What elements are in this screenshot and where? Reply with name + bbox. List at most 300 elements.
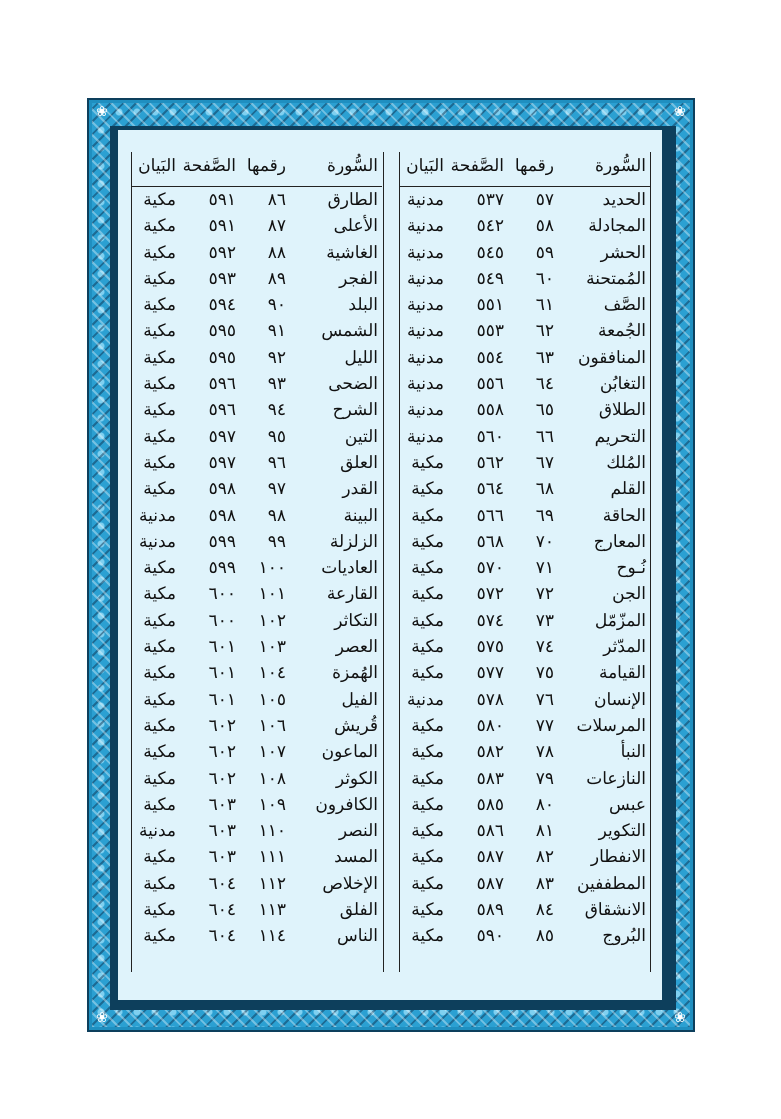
surah-number: ٧٧ bbox=[535, 715, 554, 736]
table-row bbox=[400, 371, 650, 397]
surah-index-table-right bbox=[400, 152, 650, 950]
surah-type: مدنية bbox=[406, 347, 444, 368]
surah-type: مكية bbox=[411, 637, 444, 658]
surah-name: الماعون bbox=[321, 742, 378, 763]
surah-number: ٥٩ bbox=[535, 242, 554, 263]
surah-number: ٨٧ bbox=[267, 216, 286, 237]
surah-name: المُلك bbox=[606, 452, 646, 473]
table-row bbox=[400, 476, 650, 502]
header-type: البَيان bbox=[406, 156, 444, 176]
table-body bbox=[400, 187, 650, 950]
surah-name: المرسلات bbox=[576, 715, 646, 736]
surah-number: ٩٢ bbox=[267, 347, 286, 368]
surah-type: مكية bbox=[411, 794, 444, 815]
surah-number: ٨٣ bbox=[535, 873, 554, 894]
header-number: رقمها bbox=[246, 156, 286, 176]
surah-number: ٨٥ bbox=[535, 926, 554, 947]
surah-number: ١٠٥ bbox=[258, 689, 286, 710]
surah-name: القلم bbox=[610, 479, 646, 500]
surah-type: مكية bbox=[411, 742, 444, 763]
surah-number: ٩٥ bbox=[267, 426, 286, 447]
table-row bbox=[132, 660, 382, 686]
surah-number: ٧٥ bbox=[535, 663, 554, 684]
surah-type: مكية bbox=[411, 531, 444, 552]
surah-type: مكية bbox=[411, 768, 444, 789]
surah-name: التحريم bbox=[594, 426, 646, 447]
surah-page: ٥٩٥ bbox=[208, 321, 236, 342]
table-row bbox=[132, 923, 382, 949]
surah-type: مكية bbox=[143, 268, 176, 289]
table-row bbox=[132, 766, 382, 792]
header-number: رقمها bbox=[514, 156, 554, 176]
surah-name: المُمتحنة bbox=[586, 268, 646, 289]
surah-type: مدنية bbox=[406, 242, 444, 263]
table-row bbox=[400, 844, 650, 870]
surah-type: مدنية bbox=[406, 216, 444, 237]
surah-type: مكية bbox=[411, 610, 444, 631]
surah-name: الزلزلة bbox=[329, 531, 378, 552]
surah-page: ٥٣٧ bbox=[476, 190, 504, 210]
surah-page: ٥٤٥ bbox=[476, 242, 504, 263]
surah-number: ١٠١ bbox=[258, 584, 286, 605]
table-row bbox=[132, 318, 382, 344]
surah-page: ٥٨٧ bbox=[476, 847, 504, 868]
surah-name: المطففين bbox=[577, 873, 646, 894]
surah-name: نُـوح bbox=[616, 558, 646, 579]
surah-page: ٦٠٤ bbox=[208, 873, 236, 894]
surah-page: ٥٩٣ bbox=[208, 268, 236, 289]
surah-type: مدنية bbox=[406, 295, 444, 316]
surah-type: مدنية bbox=[138, 505, 176, 526]
surah-number: ٨٩ bbox=[267, 268, 286, 289]
corner-ornament-icon: ❀ bbox=[674, 1010, 686, 1026]
surah-number: ١١٠ bbox=[258, 821, 286, 842]
surah-number: ٧١ bbox=[535, 558, 554, 579]
table-row bbox=[400, 240, 650, 266]
surah-name: العاديات bbox=[321, 558, 378, 579]
surah-name: الحشر bbox=[600, 242, 646, 263]
surah-name: النازعات bbox=[586, 768, 646, 789]
header-page: الصَّفحة bbox=[450, 156, 504, 176]
table-body bbox=[132, 187, 382, 950]
header-page: الصَّفحة bbox=[182, 156, 236, 176]
surah-number: ٥٨ bbox=[535, 216, 554, 237]
surah-page: ٥٧٢ bbox=[476, 584, 504, 605]
surah-type: مكية bbox=[411, 821, 444, 842]
surah-page: ٦٠٤ bbox=[208, 926, 236, 947]
surah-type: مكية bbox=[411, 452, 444, 473]
surah-number: ٦١ bbox=[535, 295, 554, 316]
surah-number: ٦٩ bbox=[535, 505, 554, 526]
surah-number: ٨٨ bbox=[267, 242, 286, 263]
surah-type: مكية bbox=[411, 558, 444, 579]
table-row bbox=[400, 634, 650, 660]
table-row bbox=[400, 555, 650, 581]
surah-name: الجُمعة bbox=[597, 321, 646, 342]
table-row bbox=[400, 660, 650, 686]
surah-name: الفلق bbox=[339, 900, 378, 921]
surah-number: ١١٤ bbox=[258, 926, 286, 947]
table-row bbox=[132, 187, 382, 213]
table-row bbox=[132, 292, 382, 318]
table-row bbox=[400, 766, 650, 792]
surah-type: مكية bbox=[143, 242, 176, 263]
surah-number: ٧٢ bbox=[535, 584, 554, 605]
surah-page: ٦٠٠ bbox=[208, 584, 236, 605]
surah-page: ٥٨٧ bbox=[476, 873, 504, 894]
surah-page: ٥٨٩ bbox=[476, 900, 504, 921]
surah-name: الإنسان bbox=[594, 689, 646, 710]
surah-name: الطلاق bbox=[598, 400, 646, 421]
surah-name: الفجر bbox=[339, 268, 378, 289]
table-row bbox=[132, 345, 382, 371]
surah-type: مكية bbox=[143, 663, 176, 684]
surah-number: ٨٢ bbox=[535, 847, 554, 868]
surah-name: الصَّف bbox=[603, 295, 646, 316]
surah-number: ٧٦ bbox=[535, 689, 554, 710]
surah-page: ٥٩٨ bbox=[208, 505, 236, 526]
surah-type: مكية bbox=[143, 452, 176, 473]
surah-type: مكية bbox=[143, 742, 176, 763]
surah-type: مكية bbox=[143, 347, 176, 368]
corner-ornament-icon: ❀ bbox=[96, 104, 108, 120]
table-divider-center-left bbox=[383, 152, 384, 972]
header-type: البَيان bbox=[138, 156, 176, 176]
surah-number: ١٠٧ bbox=[258, 742, 286, 763]
surah-page: ٥٥١ bbox=[476, 295, 504, 316]
surah-page: ٦٠٣ bbox=[208, 794, 236, 815]
surah-page: ٥٦٢ bbox=[476, 452, 504, 473]
corner-ornament-icon: ❀ bbox=[96, 1010, 108, 1026]
surah-number: ١٠٤ bbox=[258, 663, 286, 684]
surah-type: مدنية bbox=[406, 321, 444, 342]
surah-name: القدر bbox=[342, 479, 378, 500]
table-row bbox=[132, 529, 382, 555]
surah-page: ٥٩٠ bbox=[476, 926, 504, 947]
table-row bbox=[132, 844, 382, 870]
surah-name: المنافقون bbox=[577, 347, 646, 368]
surah-number: ١٠٢ bbox=[258, 610, 286, 631]
surah-number: ٨٠ bbox=[535, 794, 554, 815]
surah-name: المعارج bbox=[593, 531, 646, 552]
table-row bbox=[132, 397, 382, 423]
corner-ornament-icon: ❀ bbox=[674, 104, 686, 120]
table-row bbox=[400, 713, 650, 739]
surah-type: مدنية bbox=[406, 426, 444, 447]
surah-type: مكية bbox=[143, 190, 176, 210]
surah-page: ٥٨٣ bbox=[476, 768, 504, 789]
table-row bbox=[132, 371, 382, 397]
table-row bbox=[132, 897, 382, 923]
surah-number: ٦٦ bbox=[535, 426, 554, 447]
table-row bbox=[132, 792, 382, 818]
table-row bbox=[400, 897, 650, 923]
surah-page: ٥٦٨ bbox=[476, 531, 504, 552]
surah-name: الكوثر bbox=[335, 768, 378, 789]
surah-name: الليل bbox=[344, 347, 378, 368]
surah-page: ٥٧٧ bbox=[476, 663, 504, 684]
surah-type: مكية bbox=[143, 584, 176, 605]
surah-page: ٦٠٢ bbox=[208, 768, 236, 789]
table-header bbox=[400, 152, 650, 187]
surah-page: ٥٩٨ bbox=[208, 479, 236, 500]
surah-name: الغاشية bbox=[326, 242, 378, 263]
surah-page: ٥٦٦ bbox=[476, 505, 504, 526]
surah-name: البلد bbox=[348, 295, 378, 316]
surah-type: مدنية bbox=[406, 190, 444, 210]
surah-type: مكية bbox=[411, 663, 444, 684]
table-row bbox=[400, 450, 650, 476]
surah-name: الكافرون bbox=[315, 794, 378, 815]
surah-name: الحاقة bbox=[602, 505, 646, 526]
surah-name: العلق bbox=[340, 452, 378, 473]
surah-number: ٦٤ bbox=[535, 374, 554, 395]
surah-type: مكية bbox=[143, 374, 176, 395]
surah-type: مكية bbox=[143, 558, 176, 579]
surah-number: ١١٢ bbox=[258, 873, 286, 894]
surah-number: ٩٨ bbox=[267, 505, 286, 526]
surah-name: التغابُن bbox=[599, 374, 646, 395]
table-row bbox=[132, 634, 382, 660]
surah-page: ٥٦٤ bbox=[476, 479, 504, 500]
surah-name: الطارق bbox=[327, 190, 378, 210]
surah-page: ٥٩٤ bbox=[208, 295, 236, 316]
surah-page: ٥٥٤ bbox=[476, 347, 504, 368]
table-row bbox=[400, 424, 650, 450]
surah-name: الانشقاق bbox=[584, 900, 646, 921]
surah-number: ٧٠ bbox=[535, 531, 554, 552]
table-row bbox=[400, 266, 650, 292]
table-row bbox=[400, 187, 650, 213]
surah-type: مكية bbox=[411, 847, 444, 868]
surah-type: مكية bbox=[143, 926, 176, 947]
surah-number: ٩٤ bbox=[267, 400, 286, 421]
surah-type: مكية bbox=[411, 873, 444, 894]
surah-page: ٦٠١ bbox=[208, 689, 236, 710]
surah-number: ٧٨ bbox=[535, 742, 554, 763]
surah-name: الأعلى bbox=[333, 216, 378, 237]
surah-type: مكية bbox=[143, 768, 176, 789]
surah-type: مدنية bbox=[406, 689, 444, 710]
surah-number: ٨١ bbox=[535, 821, 554, 842]
surah-type: مكية bbox=[143, 216, 176, 237]
surah-page: ٥٩١ bbox=[208, 190, 236, 210]
surah-index-table-left bbox=[132, 152, 382, 950]
surah-number: ٥٧ bbox=[535, 190, 554, 210]
table-row bbox=[400, 503, 650, 529]
surah-name: الهُمزة bbox=[332, 663, 378, 684]
surah-name: الشمس bbox=[321, 321, 378, 342]
surah-number: ١٠٩ bbox=[258, 794, 286, 815]
surah-name: المدّثر bbox=[603, 637, 646, 658]
surah-number: ١١١ bbox=[258, 847, 286, 868]
table-row bbox=[400, 739, 650, 765]
surah-number: ٧٩ bbox=[535, 768, 554, 789]
surah-type: مدنية bbox=[406, 400, 444, 421]
surah-name: القيامة bbox=[598, 663, 646, 684]
surah-name: التكاثر bbox=[334, 610, 378, 631]
surah-name: التكوير bbox=[598, 821, 646, 842]
surah-type: مكية bbox=[411, 926, 444, 947]
surah-page: ٥٨٠ bbox=[476, 715, 504, 736]
surah-page: ٥٤٢ bbox=[476, 216, 504, 237]
surah-page: ٦٠٢ bbox=[208, 715, 236, 736]
surah-page: ٥٩٧ bbox=[208, 452, 236, 473]
surah-name: قُريش bbox=[334, 715, 378, 736]
surah-page: ٥٩٦ bbox=[208, 400, 236, 421]
header-surah: السُّورة bbox=[327, 156, 378, 176]
surah-name: الإخلاص bbox=[322, 873, 378, 894]
table-row bbox=[400, 581, 650, 607]
surah-type: مكية bbox=[411, 900, 444, 921]
surah-type: مكية bbox=[143, 637, 176, 658]
surah-number: ٦٥ bbox=[535, 400, 554, 421]
table-row bbox=[400, 318, 650, 344]
surah-page: ٥٩٩ bbox=[208, 558, 236, 579]
surah-type: مكية bbox=[143, 794, 176, 815]
table-row bbox=[132, 687, 382, 713]
surah-type: مكية bbox=[143, 610, 176, 631]
surah-page: ٥٥٣ bbox=[476, 321, 504, 342]
surah-name: البُروج bbox=[602, 926, 646, 947]
surah-name: الشرح bbox=[332, 400, 378, 421]
surah-number: ٧٣ bbox=[535, 610, 554, 631]
surah-page: ٦٠١ bbox=[208, 663, 236, 684]
surah-page: ٥٧٤ bbox=[476, 610, 504, 631]
surah-number: ٩٦ bbox=[267, 452, 286, 473]
table-row bbox=[132, 240, 382, 266]
surah-number: ٩١ bbox=[267, 321, 286, 342]
surah-page: ٥٨٢ bbox=[476, 742, 504, 763]
surah-page: ٥٥٦ bbox=[476, 374, 504, 395]
surah-type: مكية bbox=[143, 900, 176, 921]
table-row bbox=[132, 739, 382, 765]
surah-number: ٦٢ bbox=[535, 321, 554, 342]
surah-type: مدنية bbox=[138, 531, 176, 552]
surah-page: ٥٨٥ bbox=[476, 794, 504, 815]
surah-type: مدنية bbox=[138, 821, 176, 842]
table-row bbox=[132, 608, 382, 634]
surah-number: ٩٧ bbox=[267, 479, 286, 500]
surah-page: ٦٠١ bbox=[208, 637, 236, 658]
surah-type: مكية bbox=[143, 847, 176, 868]
surah-name: العصر bbox=[335, 637, 378, 658]
surah-page: ٦٠٣ bbox=[208, 847, 236, 868]
surah-page: ٦٠٢ bbox=[208, 742, 236, 763]
surah-number: ٨٦ bbox=[267, 190, 286, 210]
surah-type: مكية bbox=[143, 321, 176, 342]
surah-page: ٥٥٨ bbox=[476, 400, 504, 421]
surah-page: ٥٧٨ bbox=[476, 689, 504, 710]
surah-type: مكية bbox=[143, 426, 176, 447]
surah-name: النصر bbox=[338, 821, 378, 842]
table-row bbox=[132, 818, 382, 844]
surah-page: ٥٩٥ bbox=[208, 347, 236, 368]
surah-name: الانفطار bbox=[590, 847, 646, 868]
surah-type: مكية bbox=[143, 295, 176, 316]
surah-type: مكية bbox=[143, 479, 176, 500]
surah-number: ١٠٣ bbox=[258, 637, 286, 658]
surah-number: ١١٣ bbox=[258, 900, 286, 921]
table-row bbox=[400, 871, 650, 897]
table-row bbox=[132, 213, 382, 239]
table-row bbox=[132, 266, 382, 292]
table-row bbox=[132, 503, 382, 529]
surah-page: ٥٧٥ bbox=[476, 637, 504, 658]
header-surah: السُّورة bbox=[595, 156, 646, 176]
surah-page: ٥٩٦ bbox=[208, 374, 236, 395]
surah-number: ٦٧ bbox=[535, 452, 554, 473]
surah-number: ٨٤ bbox=[535, 900, 554, 921]
table-row bbox=[400, 292, 650, 318]
surah-name: عبس bbox=[609, 794, 646, 815]
surah-number: ٩٠ bbox=[267, 295, 286, 316]
table-header bbox=[132, 152, 382, 187]
surah-type: مكية bbox=[411, 715, 444, 736]
surah-number: ١٠٠ bbox=[258, 558, 286, 579]
surah-page: ٥٨٦ bbox=[476, 821, 504, 842]
table-row bbox=[400, 397, 650, 423]
table-divider-right bbox=[650, 152, 651, 972]
surah-number: ٦٠ bbox=[535, 268, 554, 289]
surah-page: ٥٩٧ bbox=[208, 426, 236, 447]
surah-name: النبأ bbox=[620, 742, 646, 763]
surah-type: مكية bbox=[143, 873, 176, 894]
surah-name: المسد bbox=[334, 847, 378, 868]
table-row bbox=[400, 608, 650, 634]
surah-name: المزّمّل bbox=[594, 610, 646, 631]
surah-number: ٦٨ bbox=[535, 479, 554, 500]
surah-number: ٧٤ bbox=[535, 637, 554, 658]
surah-name: البينة bbox=[343, 505, 378, 526]
surah-name: الفيل bbox=[341, 689, 378, 710]
table-row bbox=[400, 345, 650, 371]
surah-name: الضحى bbox=[328, 374, 378, 395]
surah-type: مكية bbox=[143, 715, 176, 736]
surah-page: ٥٤٩ bbox=[476, 268, 504, 289]
table-row bbox=[400, 923, 650, 949]
surah-type: مدنية bbox=[406, 268, 444, 289]
surah-name: المجادلة bbox=[588, 216, 646, 237]
surah-type: مكية bbox=[411, 584, 444, 605]
surah-type: مكية bbox=[143, 400, 176, 421]
surah-page: ٥٧٠ bbox=[476, 558, 504, 579]
table-row bbox=[132, 713, 382, 739]
surah-page: ٥٦٠ bbox=[476, 426, 504, 447]
table-row bbox=[400, 818, 650, 844]
surah-name: الحديد bbox=[602, 190, 646, 210]
table-row bbox=[132, 555, 382, 581]
surah-page: ٦٠٠ bbox=[208, 610, 236, 631]
table-row bbox=[400, 213, 650, 239]
table-row bbox=[400, 529, 650, 555]
surah-page: ٦٠٤ bbox=[208, 900, 236, 921]
surah-name: القارعة bbox=[326, 584, 378, 605]
surah-number: ٩٣ bbox=[267, 374, 286, 395]
surah-number: ١٠٨ bbox=[258, 768, 286, 789]
surah-number: ١٠٦ bbox=[258, 715, 286, 736]
surah-type: مكية bbox=[143, 689, 176, 710]
table-row bbox=[132, 871, 382, 897]
table-row bbox=[132, 581, 382, 607]
surah-name: التين bbox=[344, 426, 378, 447]
surah-type: مكية bbox=[411, 505, 444, 526]
surah-number: ٦٣ bbox=[535, 347, 554, 368]
table-row bbox=[132, 424, 382, 450]
surah-type: مكية bbox=[411, 479, 444, 500]
table-row bbox=[132, 476, 382, 502]
surah-page: ٦٠٣ bbox=[208, 821, 236, 842]
